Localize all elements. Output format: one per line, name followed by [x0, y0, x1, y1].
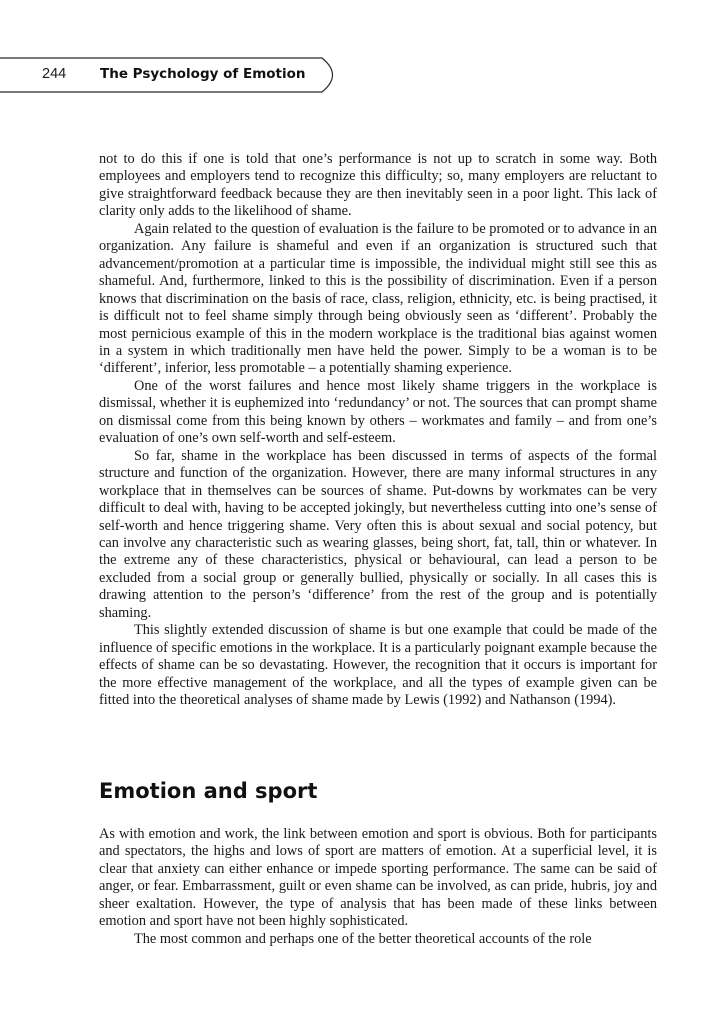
- paragraph: One of the worst failures and hence most likely shame triggers in the workplace is dismissal, whether it is euphemized into ‘redundancy’ or not. The sources that can prompt shame on dismissal come from this being known by others – workmates and family – and from one’s evaluation of one’s own self-worth and self-esteem.: [99, 377, 657, 447]
- body-text-top: [99, 151, 657, 710]
- body-text-section: [99, 826, 657, 948]
- paragraph: Again related to the question of evaluation is the failure to be promoted or to advance in an organization. Any failure is shameful and even if an organization is structured such that advancement/promotion at a particular time is impossible, the individual might still see this as shameful. And, furthermore, linked to this is the possibility of discrimination. Even if a person knows that discrimination on the basis of race, class, religion, ethnicity, etc. is being practised, it is difficult not to feel shame simply through being obviously seen as ‘different’. Probably the most pernicious example of this in the modern workplace is the traditional bias against women in a system in which traditionally men have held the power. Simply to be a woman is to be ‘different’, inferior, less promotable – a potentially shaming experience.: [99, 220, 657, 377]
- paragraph: This slightly extended discussion of shame is but one example that could be made of the influence of specific emotions in the workplace. It is a particularly poignant example because the effects of shame can be so devastating. However, the recognition that it occurs is important for the more effective management of the workplace, and all the types of example given can be fitted into the theoretical analyses of shame made by Lewis (1992) and Nathanson (1994).: [99, 622, 657, 709]
- page-number: 244: [42, 66, 67, 82]
- paragraph: not to do this if one is told that one’s performance is not up to scratch in some way. Both employees and employers tend to recognize this difficulty; so, many employers are reluctant to give straightforward feedback because they are then inevitably seen in a poor light. This lack of clarity only adds to the likelihood of shame.: [99, 151, 657, 220]
- book-title: The Psychology of Emotion: [100, 66, 306, 82]
- running-head: [0, 57, 345, 93]
- paragraph: The most common and perhaps one of the better theoretical accounts of the role: [134, 930, 592, 947]
- paragraph: So far, shame in the workplace has been discussed in terms of aspects of the formal structure and function of the organization. However, there are many informal structures in any workplace that in themselves can be sources of shame. Put-downs by workmates can be very difficult to deal with, having to be accepted jokingly, but nevertheless cutting into one’s sense of self-worth and hence triggering shame. Very often this is about sexual and social potency, but can involve any characteristic such as wearing glasses, being short, fat, tall, thin or whatever. In the extreme any of these characteristics, physical or behavioural, can lead a person to be excluded from a social group or generally bullied, physically or socially. In all cases this is drawing attention to the person’s ‘difference’ from the rest of the group and is potentially shaming.: [99, 447, 657, 621]
- section-heading: Emotion and sport: [99, 779, 318, 803]
- paragraph: As with emotion and work, the link between emotion and sport is obvious. Both for participants and spectators, the highs and lows of sport are matters of emotion. At a superficial level, it is clear that anxiety can either enhance or impede sporting performance. The same can be said of anger, or fear. Embarrassment, guilt or even shame can be involved, as can pride, hubris, joy and sheer exaltation. However, the type of analysis that has been made of these links between emotion and sport have not been highly sophisticated.: [99, 826, 657, 930]
